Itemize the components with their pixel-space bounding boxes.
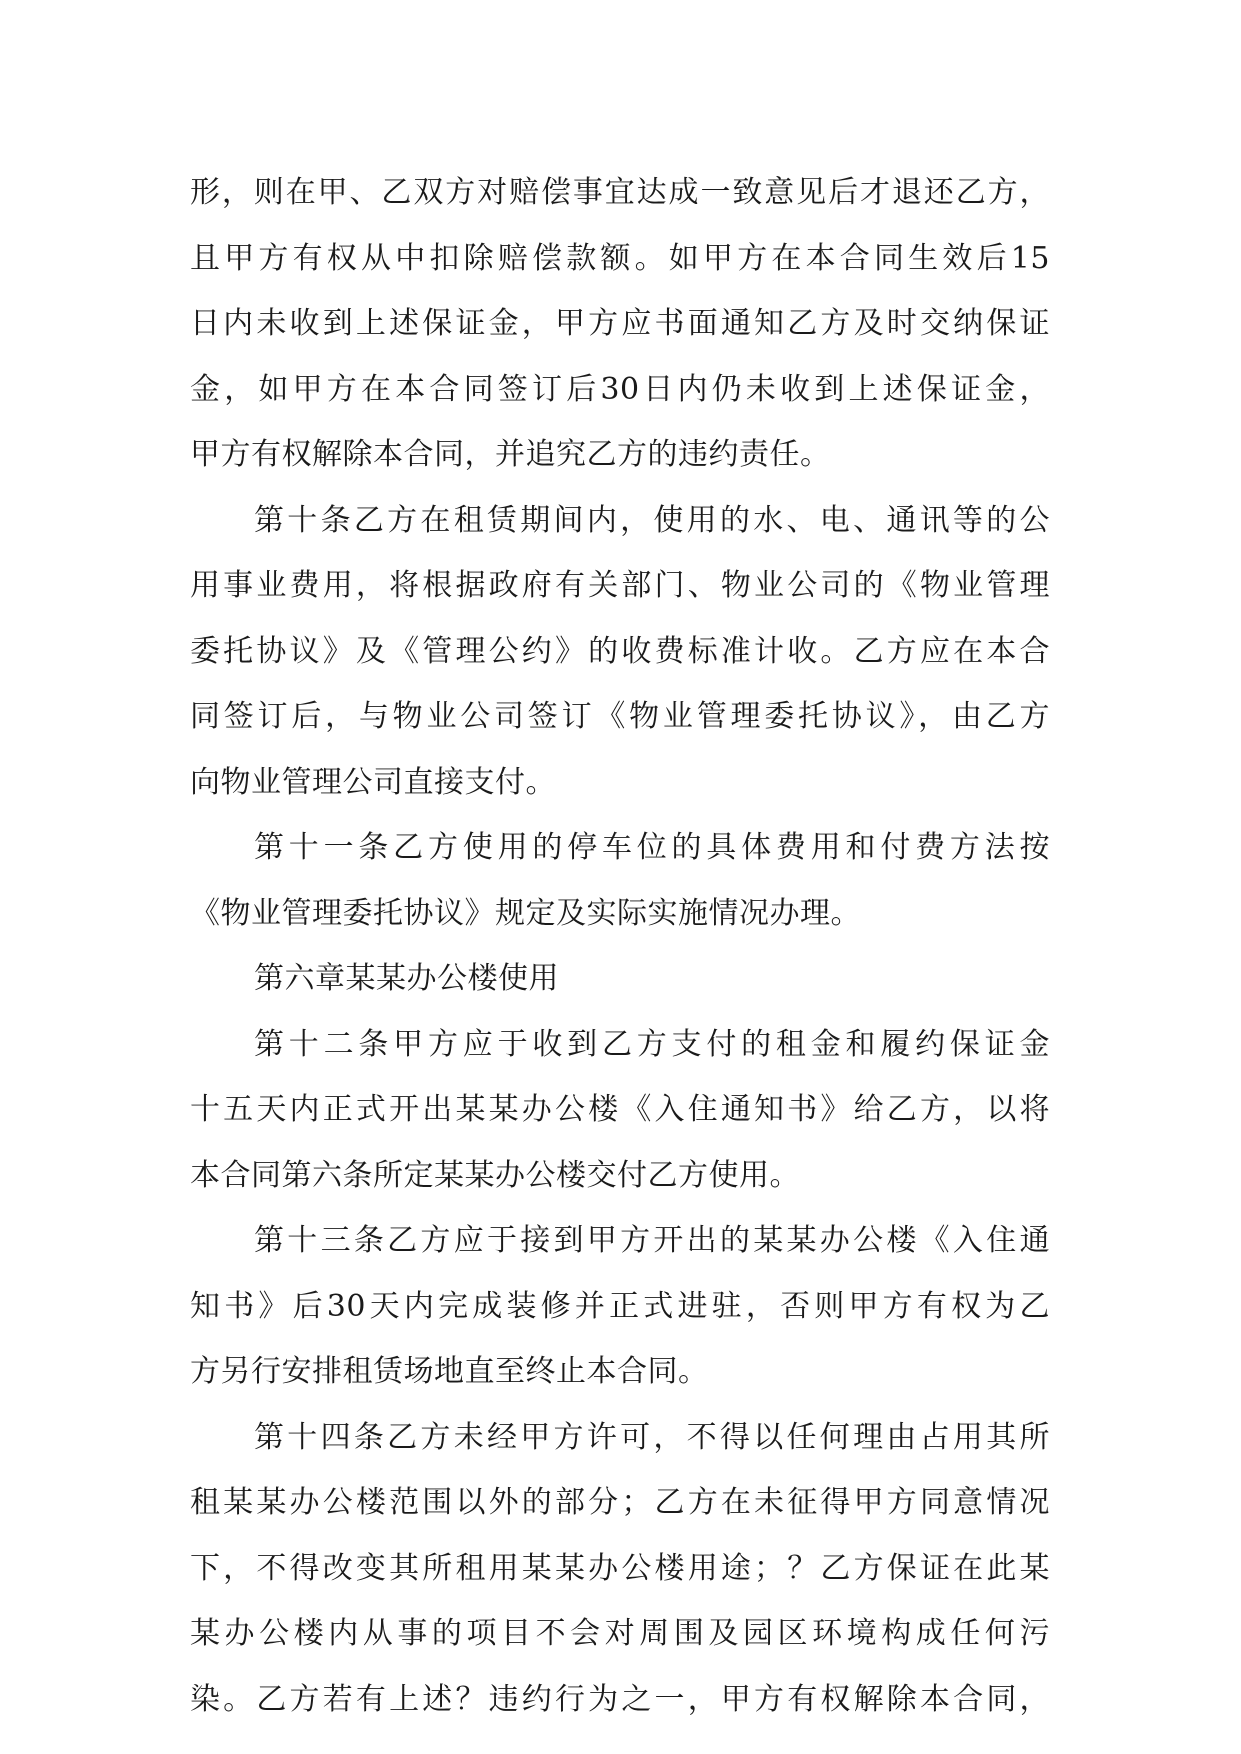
text-line-10: 向物业管理公司直接支付。: [190, 764, 556, 800]
text-line-24: 染。乙方若有上述？违约行为之一，甲方有权解除本合同，: [190, 1681, 1050, 1717]
text-line-12: 《物业管理委托协议》规定及实际实施情况办理。: [190, 895, 861, 931]
text-line-23: 某办公楼内从事的项目不会对周围及园区环境构成任何污: [190, 1616, 1050, 1651]
text-line-18: 知书》后30天内完成装修并正式进驻，否则甲方有权为乙: [190, 1288, 1050, 1324]
text-line-16: 本合同第六条所定某某办公楼交付乙方使用。: [190, 1157, 800, 1193]
text-line-8: 委托协议》及《管理公约》的收费标准计收。乙方应在本合: [190, 633, 1050, 669]
text-line-5: 甲方有权解除本合同，并追究乙方的违约责任。: [190, 437, 831, 472]
text-line-1: 形，则在甲、乙双方对赔偿事宜达成一致意见后才退还乙方，: [190, 175, 1050, 210]
text-line-7: 用事业费用，将根据政府有关部门、物业公司的《物业管理: [190, 568, 1050, 603]
text-line-19: 方另行安排租赁场地直至终止本合同。: [190, 1354, 709, 1389]
article-10-start: 第十条乙方在租赁期间内，使用的水、电、通讯等的公: [254, 502, 1050, 538]
text-line-21: 租某某办公楼范围以外的部分；乙方在未征得甲方同意情况: [190, 1485, 1050, 1520]
text-line-3: 日内未收到上述保证金，甲方应书面通知乙方及时交纳保证: [190, 306, 1050, 341]
text-line-15: 十五天内正式开出某某办公楼《入住通知书》给乙方，以将: [190, 1092, 1050, 1127]
text-line-9: 同签订后，与物业公司签订《物业管理委托协议》，由乙方: [190, 699, 1050, 734]
article-14-start: 第十四条乙方未经甲方许可，不得以任何理由占用其所: [254, 1419, 1050, 1455]
text-line-2: 且甲方有权从中扣除赔偿款额。如甲方在本合同生效后15: [190, 240, 1050, 276]
contract-text: [190, 160, 1050, 1732]
text-line-4: 金，如甲方在本合同签订后30日内仍未收到上述保证金，: [190, 371, 1050, 407]
text-line-22: 下，不得改变其所租用某某办公楼用途；？乙方保证在此某: [190, 1550, 1050, 1586]
article-13-start: 第十三条乙方应于接到甲方开出的某某办公楼《入住通: [254, 1223, 1050, 1258]
article-11-start: 第十一条乙方使用的停车位的具体费用和付费方法按: [254, 830, 1050, 865]
article-12-start: 第十二条甲方应于收到乙方支付的租金和履约保证金: [254, 1026, 1050, 1062]
chapter-6-heading: 第六章某某办公楼使用: [254, 961, 559, 996]
